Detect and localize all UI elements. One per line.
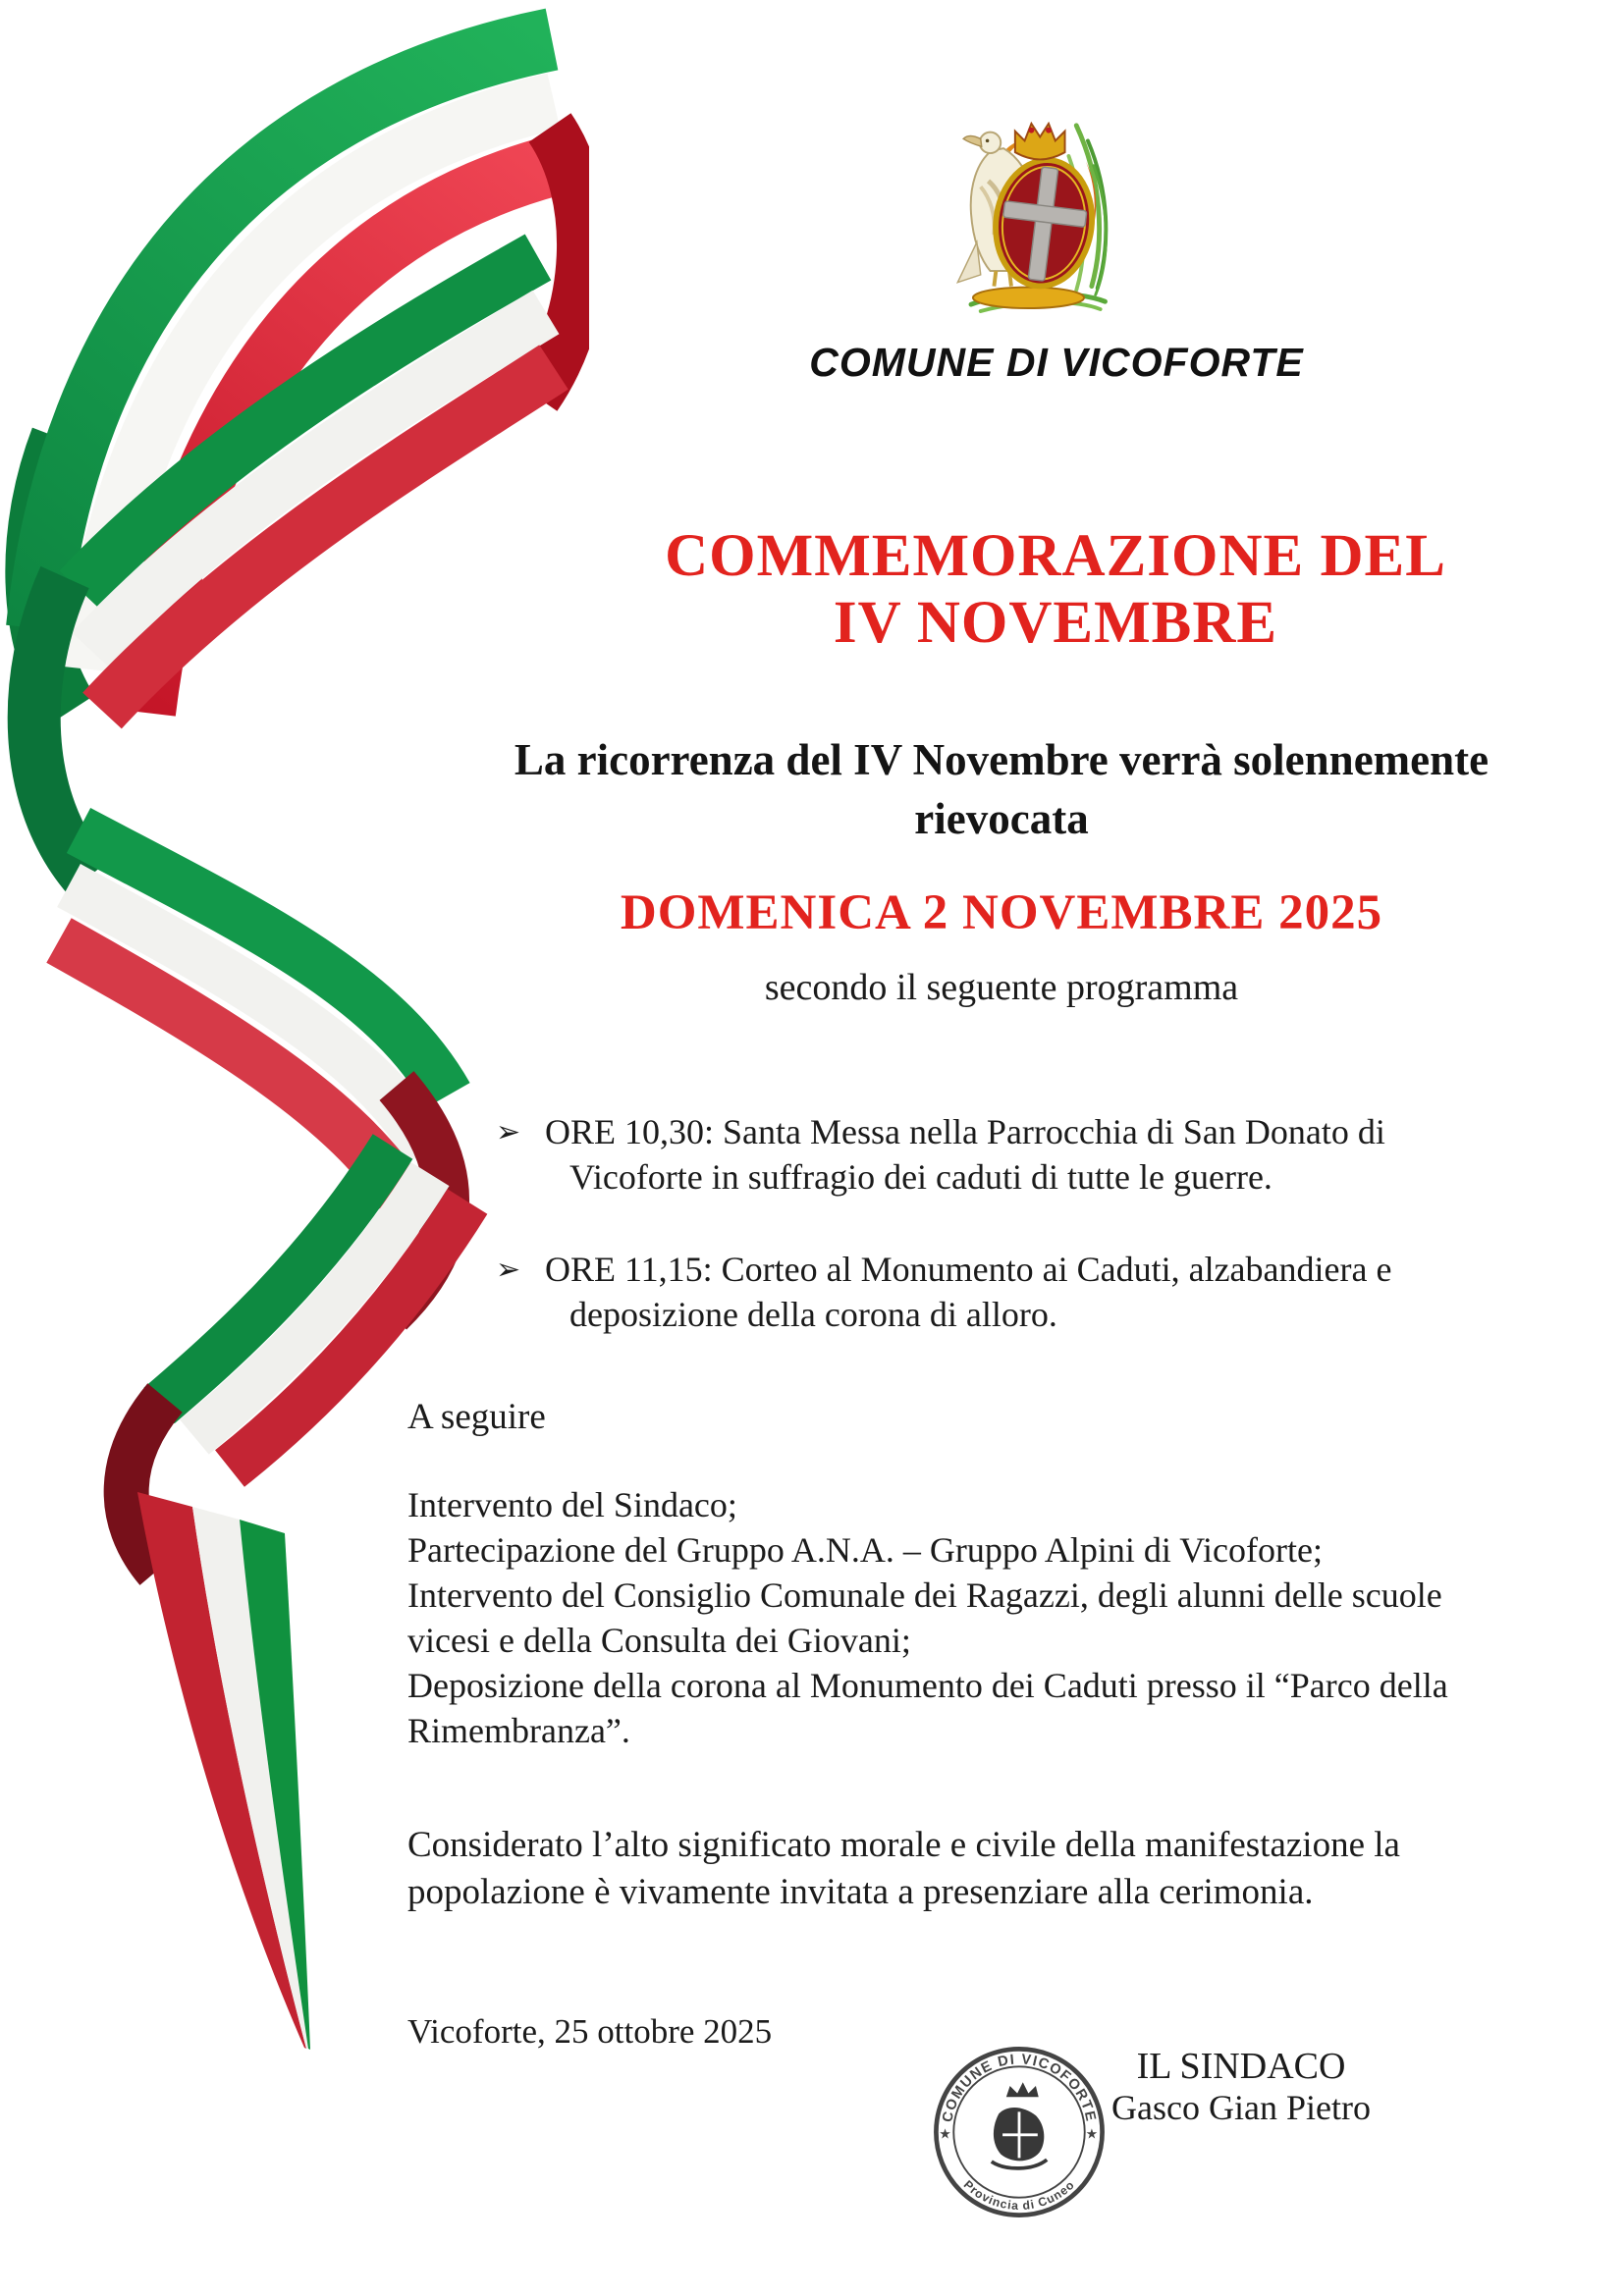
program-intro: secondo il seguente programma: [764, 967, 1239, 1008]
follow-up-line: Rimembranza”.: [407, 1711, 630, 1750]
program-item-line: ORE 11,15: Corteo al Monumento ai Caduti, alzabandiera e: [545, 1250, 1392, 1289]
program-item-line: ORE 10,30: Santa Messa nella Parrocchia di San Donato di: [545, 1112, 1385, 1151]
program-item-line: Vicoforte in suffragio dei caduti di tutte le guerre.: [569, 1157, 1272, 1197]
stamp-bottom-text: Provincia di Cuneo: [960, 2177, 1078, 2214]
follow-up-line: vicesi e della Consulta dei Giovani;: [407, 1621, 911, 1660]
star-icon: ★: [939, 2126, 951, 2143]
closing-line: Considerato l’alto significato morale e civile della manifestazione la: [407, 1825, 1400, 1865]
program-item: [496, 1247, 1556, 1337]
arrow-bullet-icon: ➢: [496, 1115, 521, 1149]
closing-paragraph: [407, 1822, 1488, 1916]
vicoforte-coat-of-arms-icon: [933, 98, 1124, 329]
page-title: [471, 523, 1624, 657]
subtitle: [393, 730, 1610, 848]
follow-up-line: Deposizione della corona al Monumento dei Caduti presso il “Parco della: [407, 1666, 1448, 1705]
municipality-name: COMUNE DI VICOFORTE: [809, 340, 1304, 385]
signature-name: Gasco Gian Pietro: [1111, 2088, 1371, 2127]
title-line: IV NOVEMBRE: [833, 590, 1278, 656]
closing-line: popolazione è vivamente invitata a presenziare alla cerimonia.: [407, 1872, 1314, 1912]
signature-block: [1045, 2046, 1437, 2128]
follow-up-line: Intervento del Consiglio Comunale dei Ragazzi, degli alunni delle scuole: [407, 1575, 1442, 1615]
italian-tricolor-ribbon-icon: [0, 0, 589, 2110]
crest-crown: [1015, 124, 1065, 160]
follow-up-list: [407, 1482, 1488, 1753]
star-icon: ★: [1085, 2126, 1099, 2143]
follow-up-heading: A seguire: [407, 1397, 546, 1437]
follow-up-line: Partecipazione del Gruppo A.N.A. – Gruppo Alpini di Vicoforte;: [407, 1530, 1323, 1570]
stamp-top-text: COMUNE DI VICOFORTE: [940, 2052, 1099, 2124]
program-list: [496, 1109, 1556, 1337]
ribbon-tail: [137, 1492, 310, 2050]
event-date-heading: DOMENICA 2 NOVEMBRE 2025: [620, 885, 1383, 940]
subtitle-line: rievocata: [914, 794, 1089, 843]
subtitle-line: La ricorrenza del IV Novembre verrà solennemente: [514, 735, 1489, 784]
program-item-line: deposizione della corona di alloro.: [569, 1295, 1057, 1334]
title-line: COMMEMORAZIONE DEL: [665, 523, 1446, 589]
arrow-bullet-icon: ➢: [496, 1253, 521, 1287]
follow-up-line: Intervento del Sindaco;: [407, 1485, 737, 1524]
place-and-date: Vicoforte, 25 ottobre 2025: [407, 2012, 773, 2051]
program-item: [496, 1109, 1556, 1200]
crest-perch: [973, 288, 1084, 308]
stamp-emblem: [992, 2082, 1047, 2168]
signature-role: IL SINDACO: [1136, 2046, 1346, 2087]
